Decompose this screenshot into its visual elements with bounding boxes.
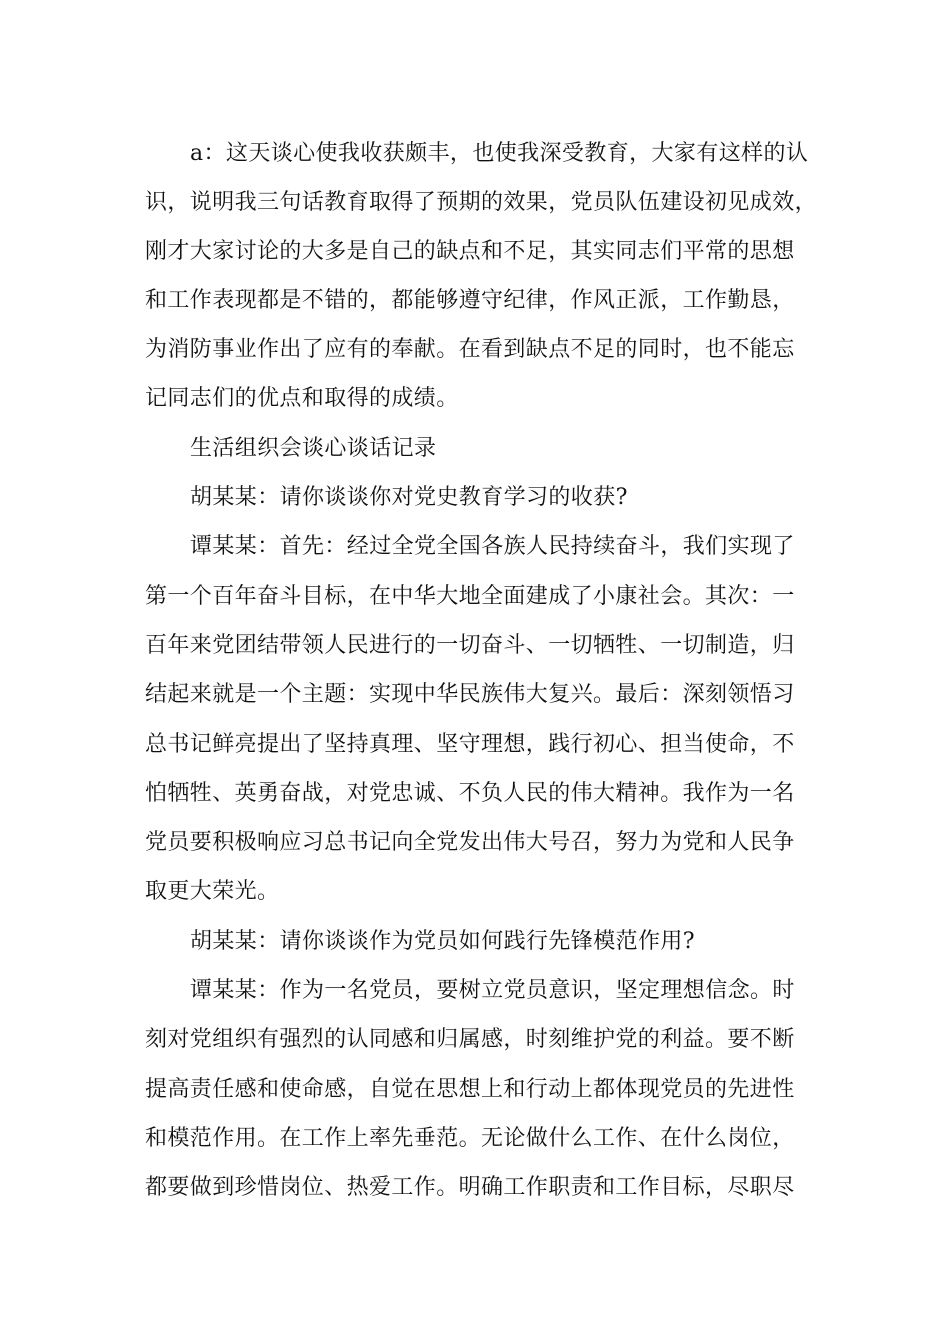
text-line-2: 识，说明我三句话教育取得了预期的效果，党员队伍建设初见成效， [145,190,818,215]
question-1: 胡某某：请你谈谈你对党史教育学习的收获? [190,485,628,510]
answer-2-line-3: 提高责任感和使命感，自觉在思想上和行动上都体现党员的先进性 [145,1077,795,1102]
answer-2-line-4: 和模范作用。在工作上率先垂范。无论做什么工作、在什么岗位， [145,1126,795,1151]
answer-1-line-2: 第一个百年奋斗目标，在中华大地全面建成了小康社会。其次：一 [145,584,795,609]
answer-1-line-8: 取更大荣光。 [145,879,280,904]
answer-1-line-4: 结起来就是一个主题：实现中华民族伟大复兴。最后：深刻领悟习 [145,682,795,707]
section-heading: 生活组织会谈心谈话记录 [190,436,437,461]
question-2: 胡某某：请你谈谈作为党员如何践行先锋模范作用? [190,929,695,954]
answer-1-line-6: 怕牺牲、英勇奋战，对党忠诚、不负人民的伟大精神。我作为一名 [145,781,795,806]
text-line-3: 刚才大家讨论的大多是自己的缺点和不足，其实同志们平常的思想 [145,239,795,264]
answer-2-line-2: 刻对党组织有强烈的认同感和归属感，时刻维护党的利益。要不断 [145,1027,795,1052]
text-line-5: 为消防事业作出了应有的奉献。在看到缺点不足的同时，也不能忘 [145,337,795,362]
text-line-1: a：这天谈心使我收获颇丰，也使我深受教育，大家有这样的认 [190,141,809,166]
answer-1-line-3: 百年来党团结带领人民进行的一切奋斗、一切牺牲、一切制造，归 [145,633,795,658]
answer-1-line-1: 谭某某：首先：经过全党全国各族人民持续奋斗，我们实现了 [190,534,795,559]
answer-2-line-1: 谭某某：作为一名党员，要树立党员意识，坚定理想信念。时 [190,978,795,1003]
answer-1-line-7: 党员要积极响应习总书记向全党发出伟大号召，努力为党和人民争 [145,830,795,855]
answer-2-line-5: 都要做到珍惜岗位、热爱工作。明确工作职责和工作目标，尽职尽 [145,1175,795,1200]
answer-1-line-5: 总书记鲜亮提出了坚持真理、坚守理想，践行初心、担当使命，不 [145,732,795,757]
text-line-6: 记同志们的优点和取得的成绩。 [145,386,459,411]
text-line-4: 和工作表现都是不错的，都能够遵守纪律，作风正派，工作勤恳， [145,288,795,313]
